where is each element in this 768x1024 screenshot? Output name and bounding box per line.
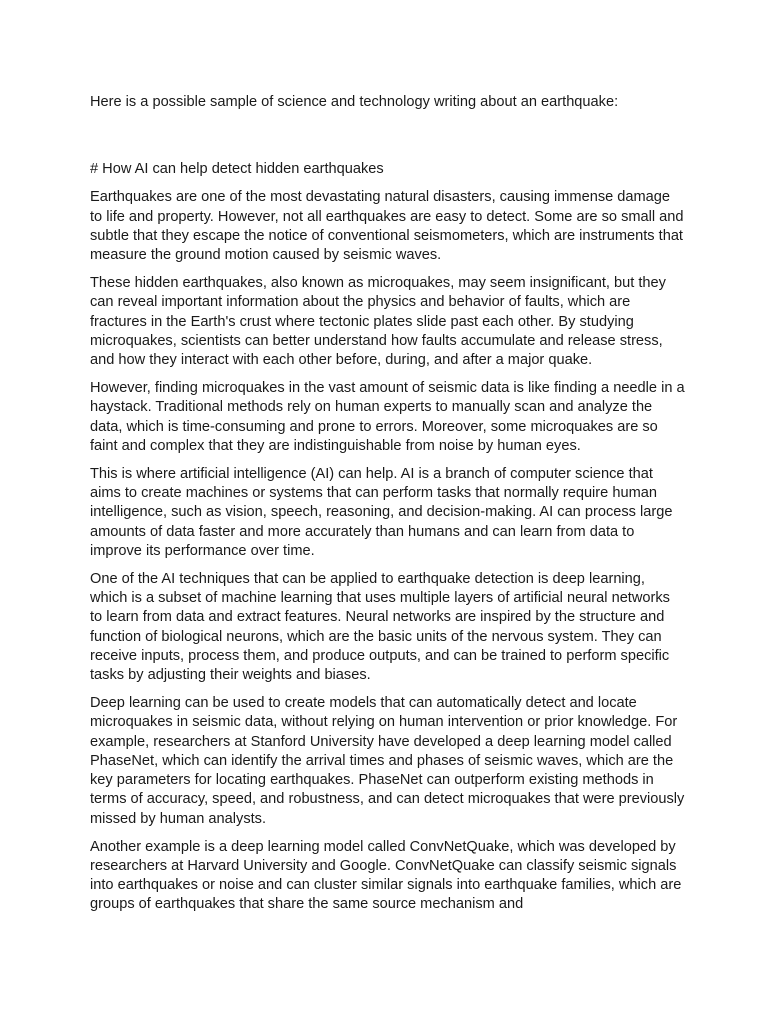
paragraph: Deep learning can be used to create models that can automatically detect and locate microquakes in seismic data, without relying on human intervention or prior knowledge. For example, researchers at Stanford University have developed a deep learning model called PhaseNet, which can identify the arrival times and phases of seismic waves, which are the key parameters for locating earthquakes. PhaseNet can outperform existing methods in terms of accuracy, speed, and robustness, and can detect microquakes that were previously missed by human analysts.	[90, 695, 685, 827]
intro-text: Here is a possible sample of science and technology writing about an earthquake:	[90, 94, 619, 110]
paragraph: Another example is a deep learning model called ConvNetQuake, which was developed by researchers at Harvard University and Google. ConvNetQuake can classify seismic signals into earthquakes or noise and can cluster similar signals into earthquake families, which are groups of earthquakes that share the same source mechanism and	[90, 838, 682, 913]
paragraph: One of the AI techniques that can be applied to earthquake detection is deep learning, which is a subset of machine learning that uses multiple layers of artificial neural networks to learn from data and extract features. Neural networks are inspired by the structure and function of biological neurons, which are the basic units of the nervous system. They can receive inputs, process them, and produce outputs, and can be trained to perform specific tasks by adjusting their weights and biases.	[90, 571, 670, 684]
paragraph: This is where artificial intelligence (AI) can help. AI is a branch of computer science that aims to create machines or systems that can perform tasks that normally require human intelligence, such as vision, speech, reasoning, and decision-making. AI can process large amounts of data faster and more accurately than humans and can learn from data to improve its performance over time.	[90, 466, 673, 559]
document-body	[90, 93, 685, 915]
paragraph: These hidden earthquakes, also known as microquakes, may seem insignificant, but they can reveal important information about the physics and behavior of faults, which are fractures in the Earth's crust where tectonic plates slide past each other. By studying microquakes, scientists can better understand how faults accumulate and release stress, and how they interact with each other before, during, and after a major quake.	[90, 275, 666, 369]
paragraph: However, finding microquakes in the vast amount of seismic data is like finding a needle in a haystack. Traditional methods rely on human experts to manually scan and analyze the data, which is time-consuming and prone to errors. Moreover, some microquakes are so faint and complex that they are indistinguishable from noise by human eyes.	[90, 380, 685, 454]
article-heading: # How AI can help detect hidden earthquakes	[90, 161, 384, 178]
paragraph: Earthquakes are one of the most devastating natural disasters, causing immense damage to life and property. However, not all earthquakes are easy to detect. Some are so small and subtle that they escape the notice of conventional seismometers, which are instruments that measure the ground motion caused by seismic waves.	[90, 189, 684, 264]
